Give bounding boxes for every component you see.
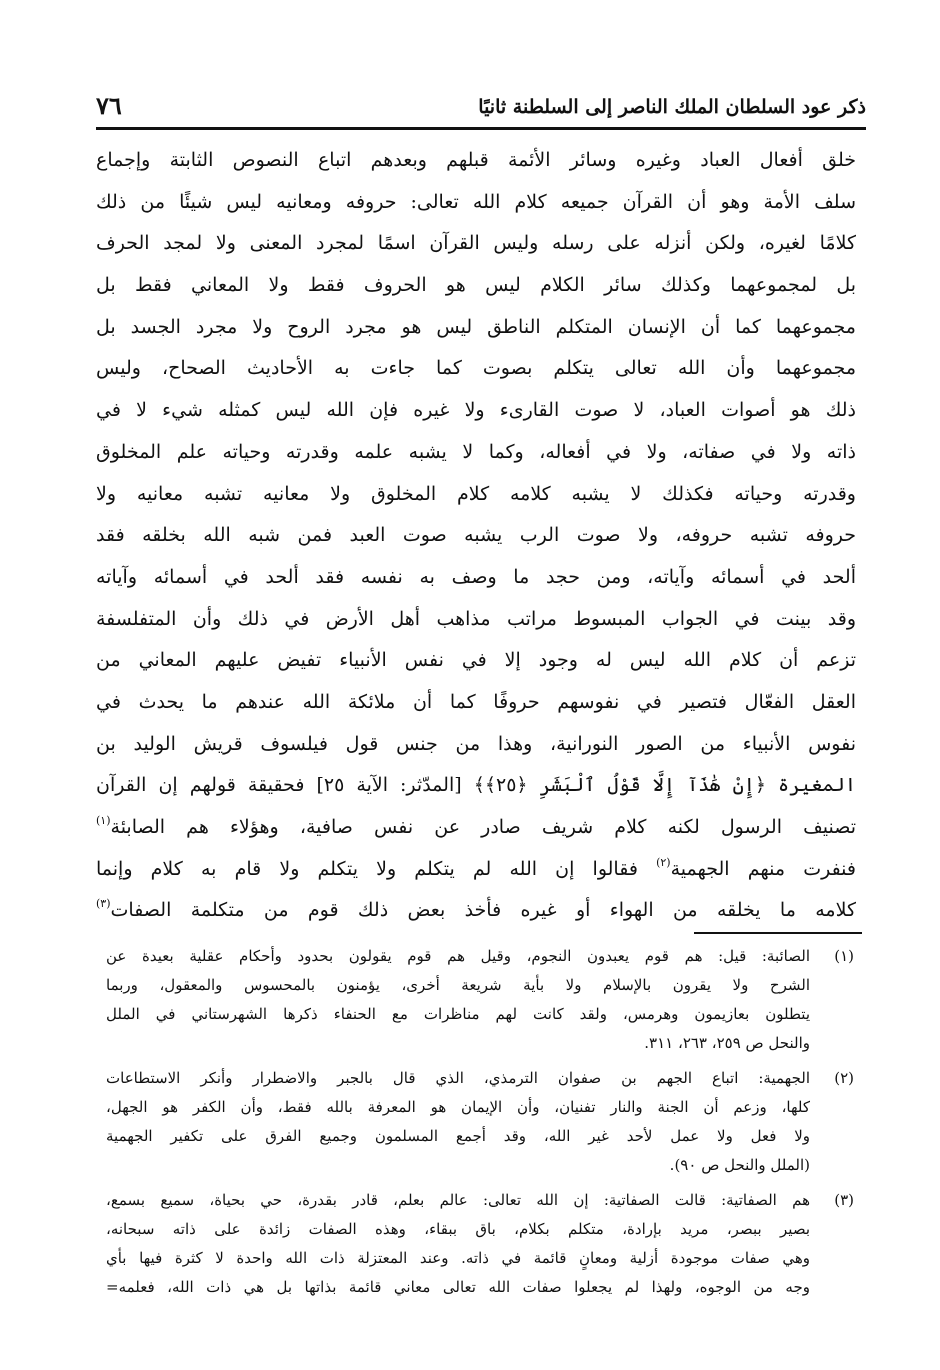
footnote-number: (٣) bbox=[834, 1191, 854, 1209]
text-segment: تصنيف الرسول لكنه كلام شريف صادر عن نفس صافية، وهؤلاء هم الصابئة bbox=[110, 816, 856, 838]
text-line: بل لمجموعهما وكذلك سائر الكلام ليس هو الحروف فقط ولا المعاني فقط بل bbox=[96, 274, 856, 297]
quran-quote-line: المغيرة ﴿إِنْ هَٰذَآ إِلَّا قَوْلُ ٱلْبَشَرِ ﴿٢٥﴾﴾ [المدّثر: الآية ٢٥] فحقيقة قولهم إن القرآن bbox=[96, 774, 856, 797]
footnote-ref[interactable]: (١) bbox=[96, 814, 111, 827]
footnote-line: (الملل والنحل ص ٩٠). bbox=[669, 1156, 810, 1174]
page-header bbox=[96, 84, 866, 124]
text-line: العقل الفعّال فتصير في نفوسهم حروفًا كما أن ملائكة الله عندهم ما يحدث في bbox=[96, 690, 856, 713]
footnote-number: (٢) bbox=[834, 1069, 854, 1087]
footnote-line: الصائبة: قيل: هم قوم يعبدون النجوم، وقيل هم قوم يقولون بحدود وأحكام عقلية بعيدة عن bbox=[106, 947, 810, 965]
text-line: خلق أفعال العباد وغيره وسائر الأئمة قبلهم وبعدهم اتباع النصوص الثابتة وإجماع bbox=[96, 149, 856, 171]
text-line: ألحد في أسمائه وآياته، ومن حجد ما وصف به نفسه فقد ألحد في أسمائه وآياته bbox=[96, 565, 856, 588]
header-rule bbox=[96, 127, 866, 130]
text-line: ذاته ولا في صفاته، ولا في أفعاله، وكما لا يشبه علمه وقدرته وحياته علم المخلوق bbox=[96, 440, 856, 463]
text-line: مجموعهما وأن الله تعالى يتكلم بصوت كما جاءت به الأحاديث الصحاح، وليس bbox=[96, 357, 856, 380]
text-segment: فنفرت منهم الجهمية bbox=[670, 857, 856, 880]
footnote-ref[interactable]: (٣) bbox=[96, 897, 111, 911]
footnote-line: وهي صفات موجودة أزلية ومعانٍ قائمة في ذاته. وعند المعتزلة ذات الله واحدة لا كثرة فيها بأي bbox=[106, 1249, 810, 1267]
footnote bbox=[106, 942, 854, 1058]
text-line: كلامًا لغيره، ولكن أنزله على رسله وليس القرآن اسمًا لمجرد المعنى ولا لمجد الحرف bbox=[96, 232, 856, 255]
footnote-line: الجهمية: اتباع الجهم بن صفوان الترمذي، الذي قال بالجبر والاضطرار وأنكر الاستطاعات bbox=[106, 1069, 810, 1087]
footnote-line: يتطلون بعازيمون وهرمس، ولقد كانت لهم مناظرات مع الحنفاء ذكرها الشهرستاني في الملل bbox=[106, 1005, 810, 1023]
text-line: حروفه تشبه حروفه، ولا صوت الرب يشبه صوت العبد فمن شبه الله بخلقه فقد bbox=[96, 524, 856, 547]
running-title: ذكر عود السلطان الملك الناصر إلى السلطنة ثانيًا bbox=[478, 96, 866, 118]
text-line bbox=[96, 849, 856, 891]
text-line: سلف الأمة وهو أن القرآن جميعه كلام الله تعالى: حروفه ومعانيه ليس شيئًا من ذلك bbox=[96, 190, 856, 213]
footnote-line: والنحل ص ٢٥٩، ٢٦٣، ٣١١. bbox=[644, 1034, 810, 1052]
page-number: ٧٦ bbox=[96, 91, 122, 120]
footnote-line: كلها، وزعم أن الجنة والنار تفنيان، وأن الإيمان هو المعرفة بالله فقط، وأن الكفر هو الجهل، bbox=[106, 1098, 810, 1116]
text-line: ذلك هو أصوات العباد، لا صوت القارىء ولا غيره فإن الله ليس كمثله شيء لا في bbox=[96, 399, 856, 422]
footnote bbox=[106, 1064, 854, 1180]
text-line: وقدرته وحياته فكذلك لا يشبه كلامه كلام المخلوق ولا معانيه تشبه معانيه ولا bbox=[96, 482, 856, 505]
footnote-number: (١) bbox=[834, 947, 854, 965]
main-text bbox=[96, 140, 856, 932]
text-line bbox=[96, 807, 856, 849]
text-segment: فقالوا إن الله لم يتكلم ولا يتكلم ولا قام به كلام وإنما bbox=[96, 857, 657, 880]
footnote-line: وجه من الوجوه، ولهذا لم يجعلوا صفات الله تعالى معاني قائمة بذاتها بل هي ذات الله، فعلمه= bbox=[106, 1278, 810, 1296]
text-segment: كلامه ما يخلقه من الهواء أو غيره فأخذ بعض ذلك قوم من متكلمة الصفات bbox=[110, 899, 856, 922]
footnote-ref[interactable]: (٢) bbox=[656, 855, 671, 869]
footnote-separator bbox=[694, 932, 862, 934]
footnote-line: بصير ببصر، مريد بإرادة، متكلم بكلام، باق ببقاء، وهذه الصفات زائدة على ذاته سبحانه، bbox=[106, 1220, 810, 1238]
footnote bbox=[106, 1186, 854, 1302]
footnotes bbox=[106, 942, 854, 1308]
text-line: وقد بينت في الجواب المبسوط مراتب مذاهب أهل الأرض في ذلك وأن المتفلسفة bbox=[96, 607, 856, 630]
text-line: تزعم أن كلام الله ليس له وجود إلا في نفس الأنبياء تفيض عليهم المعاني من bbox=[96, 649, 856, 672]
text-line: مجموعهما كما أن الإنسان المتكلم الناطق ليس هو مجرد الروح ولا مجرد الجسد بل bbox=[96, 315, 856, 338]
footnote-line: الشرح ولا يقرون بالإسلام ولا بأية شريعة أخرى، يؤمنون بالمحسوس والمعقول، وربما bbox=[106, 976, 810, 994]
footnote-line: ولا فعل ولا عمل لأحد غير الله، وقد أجمع المسلمون وجميع الفرق على تكفير الجهمية bbox=[106, 1127, 810, 1145]
text-line bbox=[96, 890, 856, 932]
footnote-line: هم الصفاتية: قالت الصفاتية: إن الله تعالى: عالم بعلم، قادر بقدرة، حي بحياة، سميع بسمع، bbox=[106, 1191, 810, 1209]
text-line: نفوس الأنبياء من الصور النورانية، وهذا من جنس قول فيلسوف قريش الوليد بن bbox=[96, 732, 856, 755]
